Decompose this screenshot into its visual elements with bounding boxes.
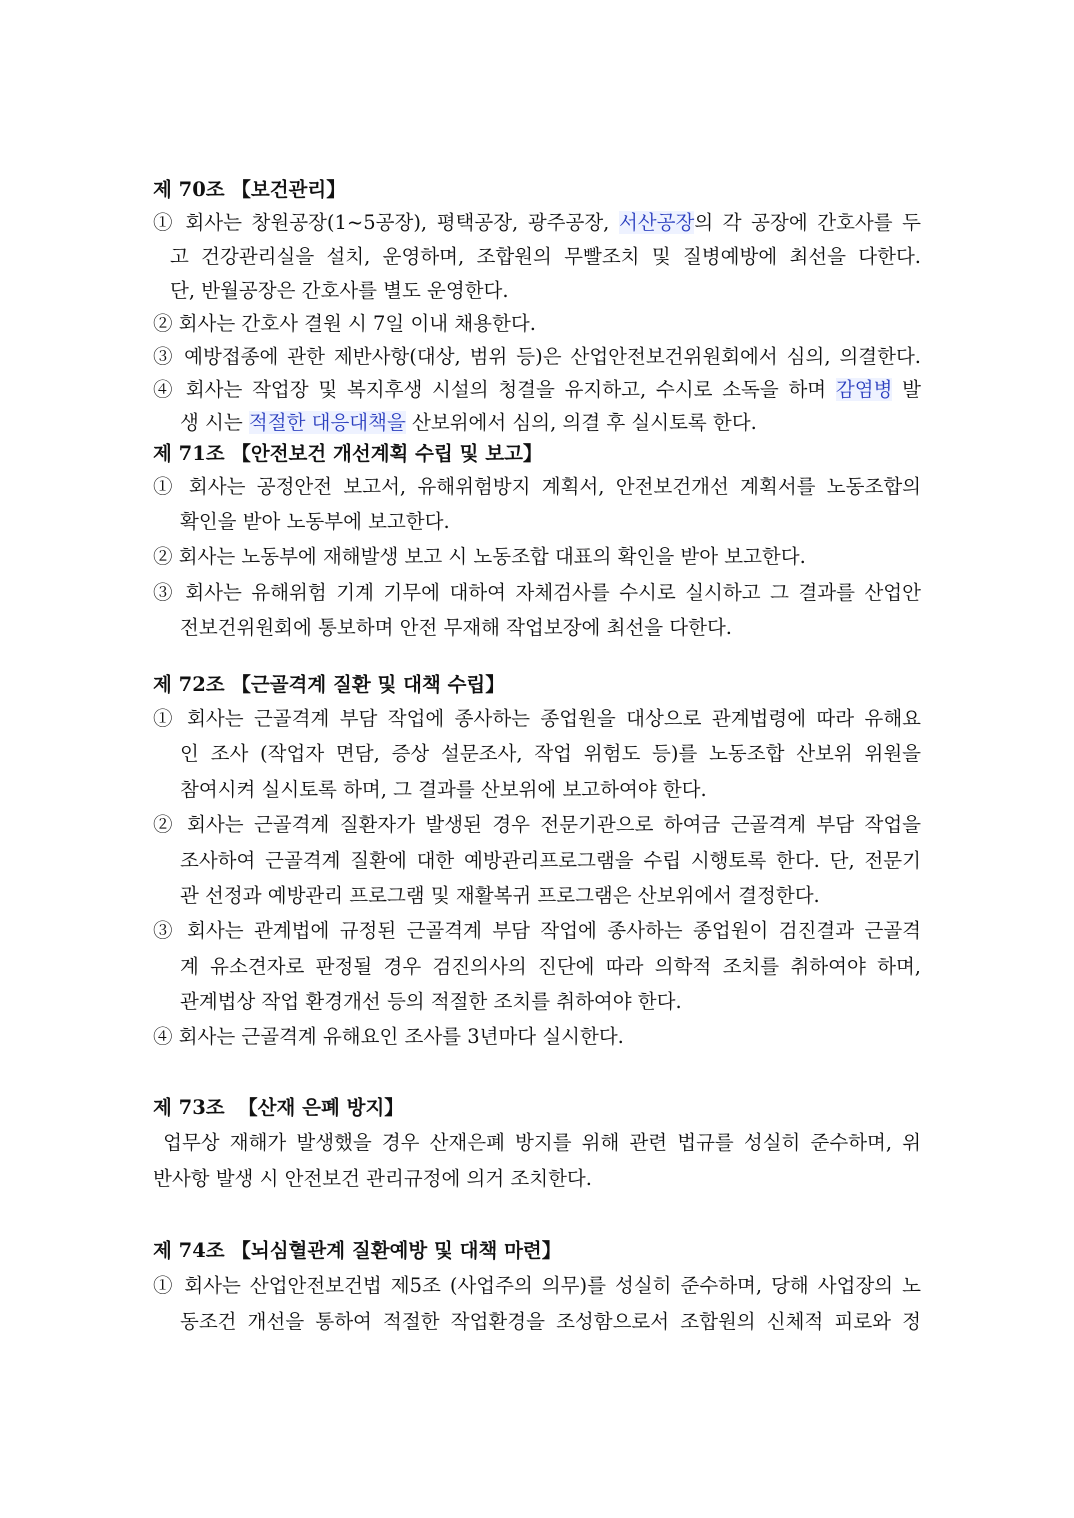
article-72-clause-3-line-3: 관계법상 작업 환경개선 등의 적절한 조치를 취하여야 한다. bbox=[180, 990, 682, 1013]
article-74-clause-1-line-2: 동조건 개선을 통하여 적절한 작업환경을 조성함으로서 조합원의 신체적 피로와 정 bbox=[180, 1310, 921, 1333]
article-70-clause-1-line-2: 고 건강관리실을 설치, 운영하며, 조합원의 무빨조치 및 질병예방에 최선을 다한다. bbox=[170, 245, 921, 268]
article-72-clause-4: ④ 회사는 근골격계 유해요인 조사를 3년마다 실시한다. bbox=[153, 1025, 624, 1048]
article-71-clause-3-line-2: 전보건위원회에 통보하며 안전 무재해 작업보장에 최선을 다한다. bbox=[180, 616, 732, 639]
article-70-clause-4-line-1: ④ 회사는 작업장 및 복지후생 시설의 청결을 유지하고, 수시로 소독을 하며 감염병 발 bbox=[153, 378, 922, 401]
article-72-clause-1-line-3: 참여시켜 실시토록 하며, 그 결과를 산보위에 보고하여야 한다. bbox=[180, 778, 707, 801]
article-71-title: 제 71조 【안전보건 개선계획 수립 및 보고】 bbox=[153, 442, 543, 465]
article-72-clause-2-line-3: 관 선정과 예방관리 프로그램 및 재활복귀 프로그램은 산보위에서 결정한다. bbox=[180, 884, 820, 907]
article-71-clause-3-line-1: ③ 회사는 유해위험 기계 기무에 대하여 자체검사를 수시로 실시하고 그 결과를 산업안 bbox=[153, 581, 921, 604]
article-72-clause-2-line-2: 조사하여 근골격계 질환에 대한 예방관리프로그램을 수립 시행토록 한다. 단, 전문기 bbox=[180, 849, 921, 872]
article-72-clause-3-line-2: 계 유소견자로 판정될 경우 검진의사의 진단에 따라 의학적 조치를 취하여야 하며, bbox=[180, 955, 921, 978]
article-73-body-line-1: 업무상 재해가 발생했을 경우 산재은폐 방지를 위해 관련 법규를 성실히 준수하며, 위 bbox=[153, 1131, 921, 1154]
article-70-clause-2: ② 회사는 간호사 결원 시 7일 이내 채용한다. bbox=[153, 312, 536, 335]
article-72-clause-3-line-1: ③ 회사는 관계법에 규정된 근골격계 부담 작업에 종사하는 종업원이 검진결과 근골격 bbox=[153, 919, 921, 942]
highlight-response-measures: 적절한 대응대책을 bbox=[248, 411, 406, 434]
article-71-clause-1-line-1: ① 회사는 공정안전 보고서, 유해위험방지 계획서, 안전보건개선 계획서를 노동조합의 bbox=[153, 475, 921, 498]
article-70-title: 제 70조 【보건관리】 bbox=[153, 178, 346, 201]
article-70-clause-1-line-1: ① 회사는 창원공장(1~5공장), 평택공장, 광주공장, 서산공장의 각 공장에 간호사를 두 bbox=[153, 211, 921, 234]
article-73-body-line-2: 반사항 발생 시 안전보건 관리규정에 의거 조치한다. bbox=[153, 1167, 592, 1190]
highlight-seosan-plant: 서산공장 bbox=[618, 211, 695, 234]
article-74-title: 제 74조 【뇌심혈관계 질환예방 및 대책 마련】 bbox=[153, 1239, 562, 1262]
article-74-clause-1-line-1: ① 회사는 산업안전보건법 제5조 (사업주의 의무)를 성실히 준수하며, 당해 사업장의 노 bbox=[153, 1274, 921, 1297]
highlight-infectious-disease: 감염병 bbox=[835, 378, 893, 401]
article-72-clause-2-line-1: ② 회사는 근골격계 질환자가 발생된 경우 전문기관으로 하여금 근골격계 부담 작업을 bbox=[153, 813, 921, 836]
article-72-clause-1-line-1: ① 회사는 근골격계 부담 작업에 종사하는 종업원을 대상으로 관계법령에 따라 유해요 bbox=[153, 707, 921, 730]
article-71-clause-2: ② 회사는 노동부에 재해발생 보고 시 노동조합 대표의 확인을 받아 보고한다. bbox=[153, 545, 806, 568]
article-70-clause-1-line-3: 단, 반월공장은 간호사를 별도 운영한다. bbox=[170, 279, 509, 302]
article-70-clause-3: ③ 예방접종에 관한 제반사항(대상, 범위 등)은 산업안전보건위원회에서 심의, 의결한다. bbox=[153, 345, 921, 368]
article-73-title: 제 73조 【산재 은폐 방지】 bbox=[153, 1096, 404, 1119]
article-71-clause-1-line-2: 확인을 받아 노동부에 보고한다. bbox=[180, 510, 450, 533]
article-72-clause-1-line-2: 인 조사 (작업자 면담, 증상 설문조사, 작업 위험도 등)를 노동조합 산보위 위원을 bbox=[180, 742, 921, 765]
article-70-clause-4-line-2: 생 시는 적절한 대응대책을 산보위에서 심의, 의결 후 실시토록 한다. bbox=[180, 411, 757, 434]
article-72-title: 제 72조 【근골격계 질환 및 대책 수립】 bbox=[153, 673, 505, 696]
